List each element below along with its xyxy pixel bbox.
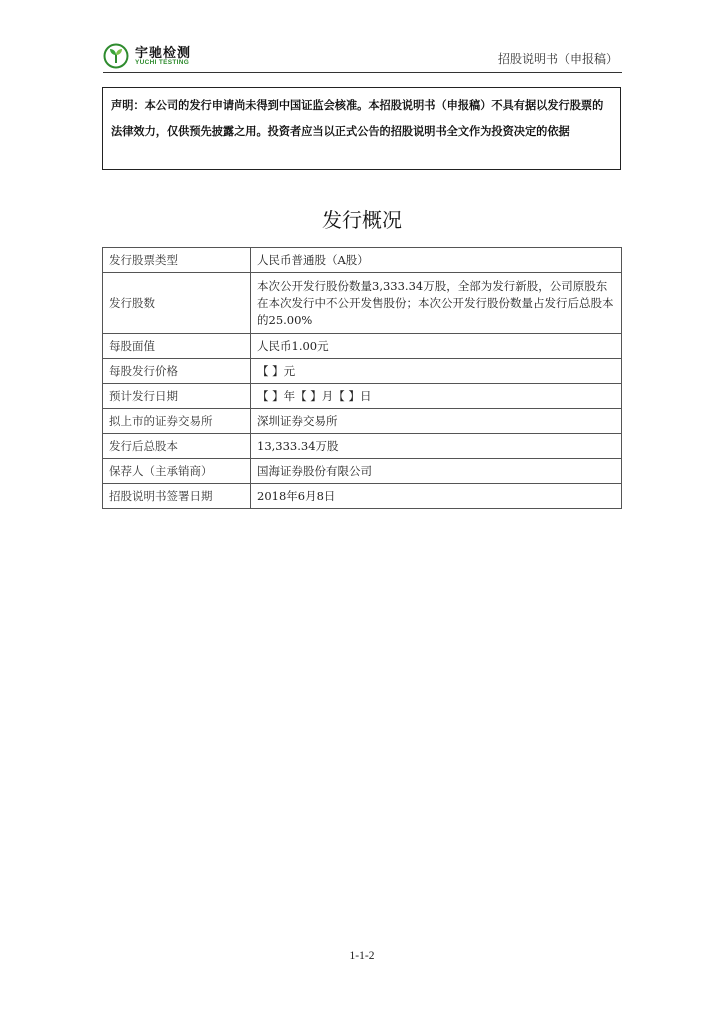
logo-english-text: YUCHI TESTING bbox=[135, 59, 190, 66]
row-value: 国海证券股份有限公司 bbox=[251, 459, 622, 484]
page-number: 1-1-2 bbox=[349, 950, 375, 962]
table-row bbox=[103, 384, 622, 409]
row-label: 发行股票类型 bbox=[103, 248, 251, 273]
row-value: 2018年6月8日 bbox=[251, 484, 622, 509]
logo-chinese-text: 宇驰检测 bbox=[135, 46, 192, 61]
row-value: 本次公开发行股份数量3,333.34万股，全部为发行新股，公司原股东在本次发行中不公开发售股份；本次公开发行股份数量占发行后总股本的25.00% bbox=[251, 273, 622, 334]
document-title: 招股说明书（申报稿） bbox=[497, 52, 618, 66]
row-label: 发行后总股本 bbox=[103, 434, 251, 459]
disclaimer-box: 声明：本公司的发行申请尚未得到中国证监会核准。本招股说明书（申报稿）不具有据以发行股票的法律效力，仅供预先披露之用。投资者应当以正式公告的招股说明书全文作为投资决定的依据 bbox=[102, 87, 621, 170]
company-logo bbox=[103, 40, 303, 72]
offering-overview-table bbox=[102, 247, 622, 509]
page-header bbox=[103, 40, 622, 72]
table-row bbox=[103, 434, 622, 459]
row-label: 拟上市的证券交易所 bbox=[103, 409, 251, 434]
row-value: 深圳证券交易所 bbox=[251, 409, 622, 434]
row-value: 【 】元 bbox=[251, 359, 622, 384]
section-title: 发行概况 bbox=[322, 208, 402, 232]
row-value: 13,333.34万股 bbox=[251, 434, 622, 459]
table-row bbox=[103, 359, 622, 384]
row-label: 招股说明书签署日期 bbox=[103, 484, 251, 509]
row-value: 人民币普通股（A股） bbox=[251, 248, 622, 273]
logo-leaf-icon bbox=[103, 43, 129, 69]
table-row bbox=[103, 459, 622, 484]
row-label: 保荐人（主承销商） bbox=[103, 459, 251, 484]
row-label: 每股面值 bbox=[103, 334, 251, 359]
row-value: 人民币1.00元 bbox=[251, 334, 622, 359]
table-row bbox=[103, 334, 622, 359]
row-label: 发行股数 bbox=[103, 273, 251, 334]
row-value: 【 】年【 】月【 】日 bbox=[251, 384, 622, 409]
table-row bbox=[103, 248, 622, 273]
row-label: 预计发行日期 bbox=[103, 384, 251, 409]
table-row bbox=[103, 273, 622, 334]
row-label: 每股发行价格 bbox=[103, 359, 251, 384]
table-row bbox=[103, 409, 622, 434]
table-row bbox=[103, 484, 622, 509]
header-divider bbox=[103, 72, 622, 73]
